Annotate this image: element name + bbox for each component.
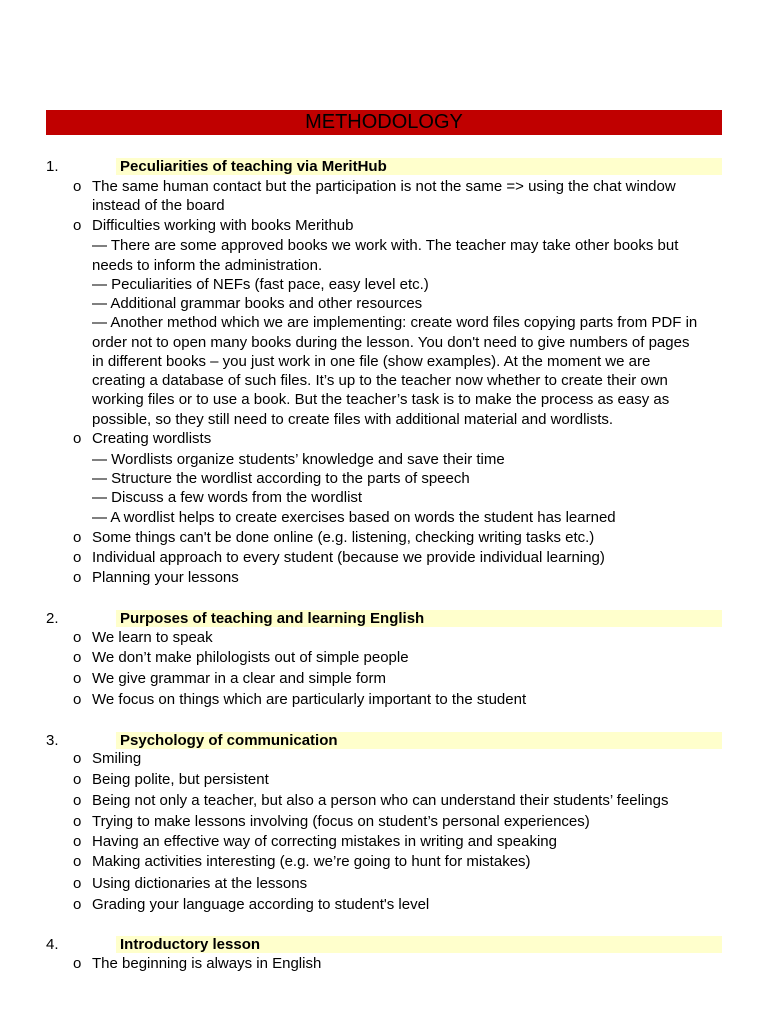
bullet-icon: o: [73, 875, 82, 892]
list-item-text: working files or to use a book. But the teacher’s task is to make the process as easy as: [92, 391, 670, 408]
section-number: 1.: [46, 158, 59, 175]
list-item-text: order not to open many books during the lesson. You don't need to give numbers of pages: [92, 334, 690, 351]
bullet-icon: o: [73, 691, 82, 708]
list-item-text: — There are some approved books we work with. The teacher may take other books but: [92, 237, 679, 254]
bullet-icon: o: [73, 771, 82, 788]
list-item-text: — Peculiarities of NEFs (fast pace, easy level etc.): [92, 276, 429, 293]
bullet-icon: o: [73, 955, 82, 972]
list-item-text: Trying to make lessons involving (focus on student’s personal experiences): [92, 813, 590, 830]
list-item-text: We give grammar in a clear and simple form: [92, 670, 386, 687]
list-item-text: The same human contact but the participation is not the same => using the chat window: [92, 178, 676, 195]
bullet-icon: o: [73, 833, 82, 850]
bullet-icon: o: [73, 896, 82, 913]
bullet-icon: o: [73, 750, 82, 767]
bullet-icon: o: [73, 649, 82, 666]
list-item-text: Difficulties working with books Merithub: [92, 217, 354, 234]
section-title: Purposes of teaching and learning English: [120, 610, 425, 627]
list-item-text: — Structure the wordlist according to the parts of speech: [92, 470, 470, 487]
section-number: 4.: [46, 936, 59, 953]
bullet-icon: o: [73, 792, 82, 809]
list-item-text: — Wordlists organize students’ knowledge and save their time: [92, 451, 505, 468]
list-item-text: Being not only a teacher, but also a person who can understand their students’ feelings: [92, 792, 669, 809]
list-item-text: We focus on things which are particularly important to the student: [92, 691, 527, 708]
list-item-text: in different books – you just work in one file (show examples). At the moment we are: [92, 353, 651, 370]
section-number: 2.: [46, 610, 59, 627]
bullet-icon: o: [73, 813, 82, 830]
list-item-text: — A wordlist helps to create exercises based on words the student has learned: [92, 509, 616, 526]
bullet-icon: o: [73, 670, 82, 687]
page-title: METHODOLOGY: [46, 110, 722, 135]
list-item-text: Grading your language according to student's level: [92, 896, 430, 913]
list-item-text: Some things can't be done online (e.g. listening, checking writing tasks etc.): [92, 529, 595, 546]
list-item-text: possible, so they still need to create files with additional material and wordlists.: [92, 411, 614, 428]
list-item-text: creating a database of such files. It’s up to the teacher now whether to create their own: [92, 372, 668, 389]
list-item-text: Being polite, but persistent: [92, 771, 269, 788]
bullet-icon: o: [73, 549, 82, 566]
bullet-icon: o: [73, 853, 82, 870]
section-number: 3.: [46, 732, 59, 749]
section-heading: [46, 936, 722, 953]
bullet-icon: o: [73, 178, 82, 195]
bullet-icon: o: [73, 629, 82, 646]
bullet-icon: o: [73, 217, 82, 234]
list-item-text: Creating wordlists: [92, 430, 212, 447]
list-item-text: Smiling: [92, 750, 142, 767]
section-title: Introductory lesson: [120, 936, 261, 953]
list-item-text: Planning your lessons: [92, 569, 239, 586]
list-item-text: Using dictionaries at the lessons: [92, 875, 308, 892]
section-title: Psychology of communication: [120, 732, 338, 749]
list-item-text: — Additional grammar books and other resources: [92, 295, 423, 312]
section-heading: [46, 732, 722, 749]
bullet-icon: o: [73, 529, 82, 546]
list-item-text: Having an effective way of correcting mistakes in writing and speaking: [92, 833, 557, 850]
list-item-text: instead of the board: [92, 197, 225, 214]
section-title: Peculiarities of teaching via MeritHub: [120, 158, 387, 175]
list-item-text: — Discuss a few words from the wordlist: [92, 489, 363, 506]
bullet-icon: o: [73, 430, 82, 447]
section-heading: [46, 610, 722, 627]
list-item-text: The beginning is always in English: [92, 955, 322, 972]
list-item-text: Individual approach to every student (because we provide individual learning): [92, 549, 605, 566]
list-item-text: We don’t make philologists out of simple people: [92, 649, 409, 666]
bullet-icon: o: [73, 569, 82, 586]
list-item-text: — Another method which we are implementing: create word files copying parts from PDF in: [92, 314, 698, 331]
list-item-text: We learn to speak: [92, 629, 213, 646]
section-heading: [46, 158, 722, 175]
list-item-text: Making activities interesting (e.g. we’re going to hunt for mistakes): [92, 853, 531, 870]
list-item-text: needs to inform the administration.: [92, 257, 323, 274]
